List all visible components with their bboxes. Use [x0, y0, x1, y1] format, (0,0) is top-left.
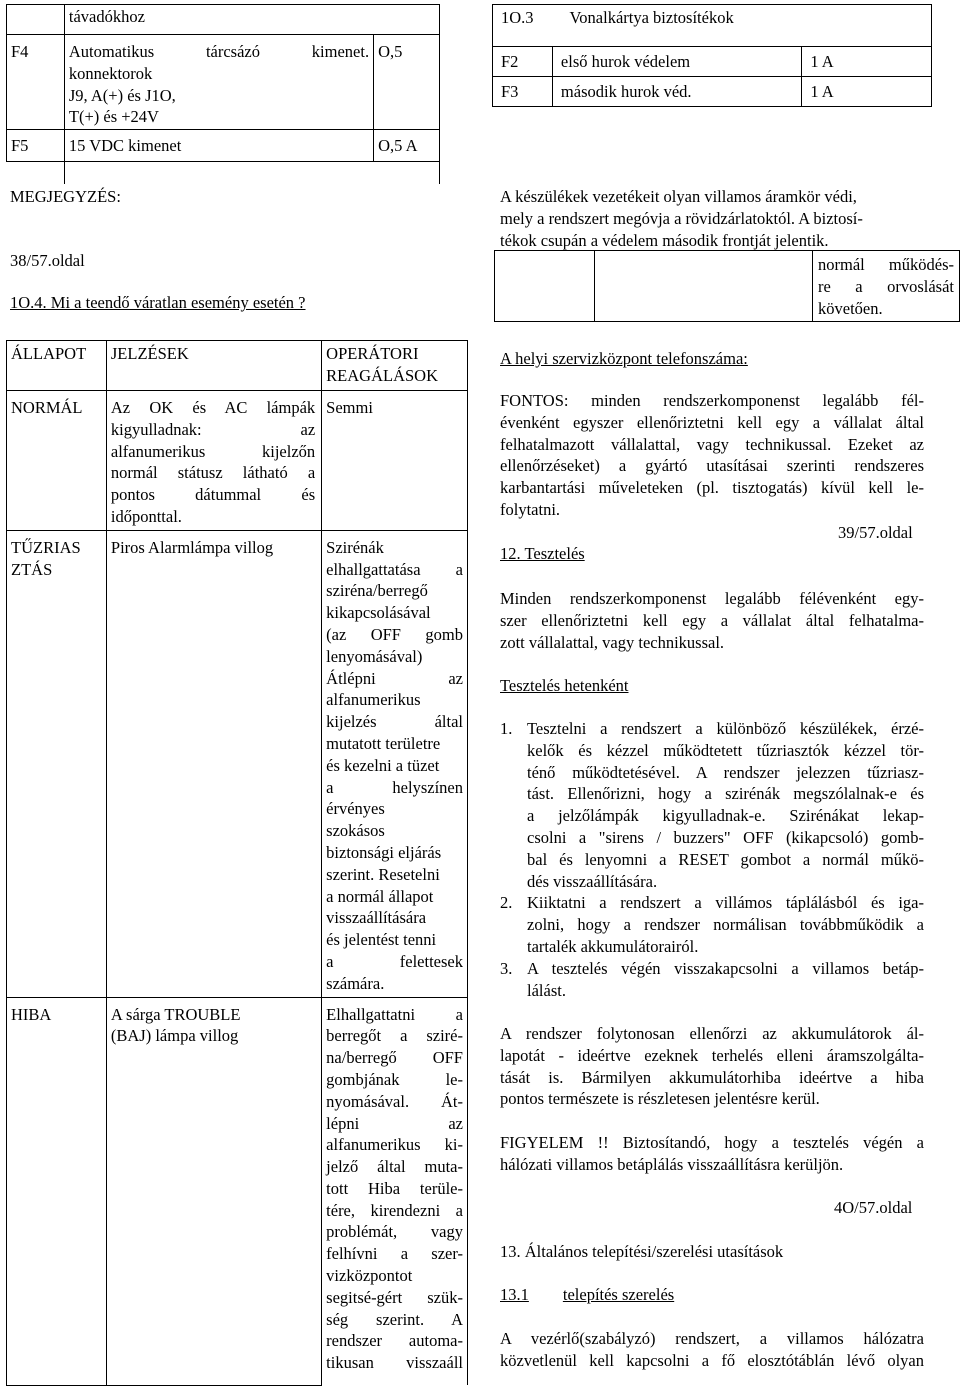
- test-list: [500, 718, 924, 1001]
- table-row: [7, 5, 440, 35]
- section-heading: 1O.4. Mi a teendő váratlan esemény esetén ?: [10, 293, 306, 312]
- page-number: 39/57.oldal: [838, 523, 913, 542]
- fuse-desc: Automatikus tárcsázó kimenet. konnektorok J9, A(+) és J1O, T(+) és +24V: [64, 35, 373, 130]
- section-heading: 13. Általános telepítési/szerelési utasítások: [500, 1242, 784, 1261]
- page-number: 38/57.oldal: [10, 251, 85, 270]
- battery-paragraph: A rendszer folytonosan ellenőrzi az akkumulátorok ál- lapotát - ideértve ezeknek terhelés elleni áramszolgálta- tását is. Bármilyen akkumulátorhiba ideértve a hiba pontos természete is részletesen jelentésre kerül.: [500, 1024, 924, 1109]
- fuse-code: F5: [7, 130, 65, 162]
- fuse-table-left: [6, 4, 440, 184]
- table-header: JELZÉSEK: [106, 341, 321, 391]
- half-year-paragraph: Minden rendszerkomponenst legalább félévenként egy- szer ellenőriztetni kell egy a vállalat által felhatalma- zott vállalattal, vagy technikussal.: [500, 589, 924, 652]
- fuse-desc: 15 VDC kimenet: [64, 130, 373, 162]
- box-text: normál működés- re a orvoslását követően.: [818, 255, 954, 318]
- fuse-value: O,5: [374, 35, 440, 130]
- fuse-code: F4: [7, 35, 65, 130]
- state-table: [6, 340, 468, 1386]
- response-cell: Szirénák elhallgattatása a sziréna/berregő kikapcsolásával (az OFF gomb lenyomásával) Átlépni az alfanumerikus kijelzés által mutatott területre és kezelni a tüzet a helyszínen érvényes szokásos biztonsági eljárás szerint. Resetelni a normál állapot visszaállítására és jelentést tenni a felettesek számára.: [322, 530, 468, 997]
- state-cell: NORMÁL: [7, 391, 107, 531]
- fuse-section-title: 1O.3 Vonalkártya biztosítékok: [493, 5, 932, 47]
- table-row: [7, 997, 468, 1385]
- table-row: [7, 130, 440, 162]
- section-heading: 12. Tesztelés: [500, 544, 585, 563]
- subsection-heading: Tesztelés hetenként: [500, 676, 629, 695]
- note-heading: MEGJEGYZÉS:: [10, 187, 121, 206]
- table-row: [7, 162, 440, 184]
- table-row: [7, 341, 468, 391]
- table-row: [493, 5, 932, 47]
- table-row: [7, 391, 468, 531]
- state-cell: TŰZRIAS ZTÁS: [7, 530, 107, 997]
- list-item: 3. A tesztelés végén visszakapcsolni a villamos betáp- lálást.: [500, 958, 924, 1000]
- fontos-paragraph: FONTOS: minden rendszerkomponenst legalább fél- évenként egyszer ellenőriztetni kell egy a vállalat által felhatalmazott vállalattal, vagy technikussal. Ezeket az ellenőrzéseket) a gyártó utasításai szerinti rendszeres karbantartási műveleteken (pl. tisztogatás) kívül kell le- folytatni.: [500, 391, 924, 519]
- list-item: 2. Kiiktatni a rendszert a villámos táplálásból és iga- zolni, hogy a rendszer normálisan továbbműködik a tartalék akkumulátorairól.: [500, 893, 924, 956]
- fuse-cell: távadókhoz: [64, 5, 439, 35]
- figyelem-paragraph: FIGYELEM !! Biztosítandó, hogy a tesztelés végén a hálózati villamos betáplálás visszaállításra kerüljön.: [500, 1133, 924, 1174]
- response-cell: Elhallgattatni a berregőt a sziré- na/berregő OFF gombjának le- nyomásával. Át- lépni az alfanumerikus ki- jelző által muta- tott Hiba terüle- tére, kirendezni a problémát, vagy felhívni a szer- vizközpontot segitsé-gért szük- ség szerint. A rendszer automa- tikusan visszaáll: [322, 997, 468, 1385]
- fuse-value: O,5 A: [374, 130, 440, 162]
- table-header: ÁLLAPOT: [7, 341, 107, 391]
- table-row: [7, 35, 440, 130]
- intro-text: A készülékek vezetékeit olyan villamos áramkör védi, mely a rendszert megóvja a rövidzárlatoktól. A biztosí- tékok csupán a védelem második frontját jelentik.: [500, 187, 863, 250]
- fuse-table-right: [492, 4, 932, 107]
- install-paragraph: A vezérlő(szabályzó) rendszert, a villamos hálózatra közvetlenül kell kapcsolni a fő elosztótáblán lévő olyan: [500, 1329, 924, 1370]
- page-number: 4O/57.oldal: [834, 1198, 913, 1217]
- state-cell: HIBA: [7, 997, 107, 1385]
- subsection-heading: 13.1 telepítés szerelés: [500, 1285, 675, 1304]
- table-header: OPERÁTORI REAGÁLÁSOK: [322, 341, 468, 391]
- signal-cell: Piros Alarmlámpa villog: [106, 530, 321, 997]
- signal-cell: A sárga TROUBLE (BAJ) lámpa villog: [106, 997, 321, 1385]
- table-row: F3 második hurok véd. 1 A: [493, 77, 932, 107]
- table-row: F2 első hurok védelem 1 A: [493, 47, 932, 77]
- table-row: [7, 530, 468, 997]
- response-cell: Semmi: [322, 391, 468, 531]
- signal-cell: Az OK és AC lámpák kigyulladnak: az alfanumerikus kijelzőn normál státusz látható a pontos dátummal és időponttal.: [106, 391, 321, 531]
- service-phone-label: A helyi szervizközpont telefonszáma:: [500, 349, 748, 368]
- list-item: 1. Tesztelni a rendszert a különböző készülékek, érzé- kelők és kézzel működtetett tűzriasztók kézzel tör- ténő működtetésével. A rendszer jelezzen tűzriasz- tást. Ellenőrizni, hogy a szirénák megszólalnak-e és a jelzőlámpák kigyulladnak-e. Szirénákat lekap- csolni a "sirens / buzzers" OFF (kikapcsoló) gomb- bal és lenyomni a RESET gombot a normál műkö- dés visszaállítására.: [500, 719, 924, 891]
